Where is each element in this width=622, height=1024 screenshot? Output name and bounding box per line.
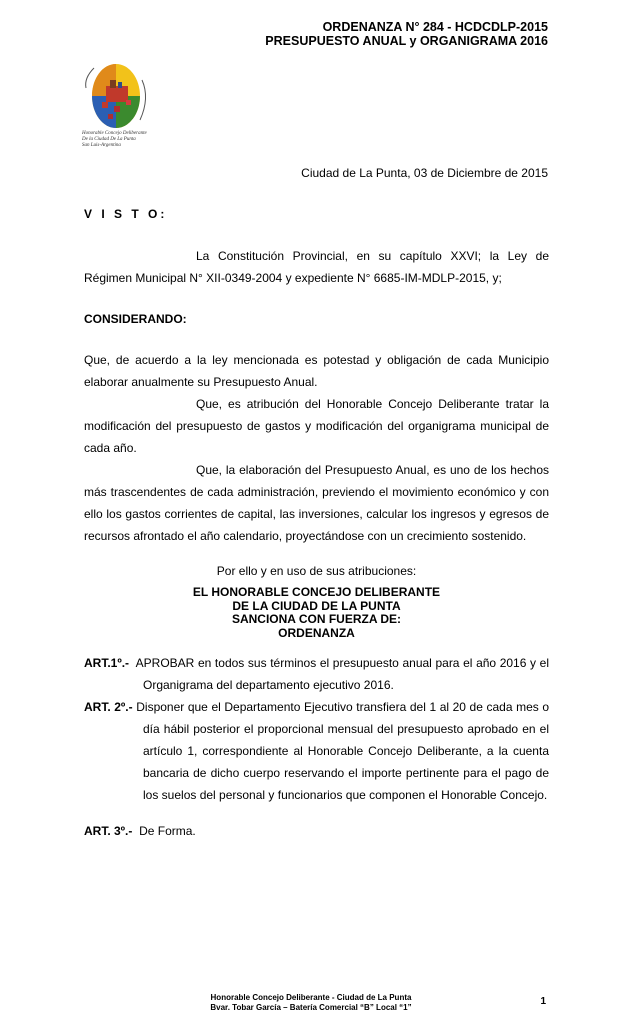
considerando-paragraph-3: Que, la elaboración del Presupuesto Anual, es uno de los hechos más trascendentes de cada administración, previendo el movimiento económico y con ello los gastos corrientes de capital, las inversiones, calcular los ingresos y egresos de recursos afrontado el año calendario, proyectándose con un crecimiento sostenido. xyxy=(84,463,549,543)
logo-caption: Honorable Concejo Deliberante De la Ciudad De La Punta San Luis-Argentina xyxy=(82,131,147,148)
article-text: APROBAR en todos sus términos el presupuesto anual para el año 2016 y el Organigrama del departamento ejecutivo 2016. xyxy=(135,656,549,692)
document-footer: Honorable Concejo Deliberante - Ciudad de La Punta Bvar. Tobar García – Batería Comercial “B” Local “1” xyxy=(210,993,412,1012)
article-3 xyxy=(84,820,549,842)
visto-text: La Constitución Provincial, en su capítulo XXVI; la Ley de Régimen Municipal N° XII-0349-2004 y expediente N° 6685-IM-MDLP-2015, y; xyxy=(84,249,549,285)
considerando-paragraph-4: Por ello y en uso de sus atribuciones: xyxy=(216,564,417,578)
ordinance-number: ORDENANZA N° 284 - HCDCDLP-2015 xyxy=(322,20,548,34)
article-2 xyxy=(84,696,549,806)
article-label: ART.1º.- xyxy=(84,656,130,670)
considerando-paragraph-2: Que, es atribución del Honorable Concejo Deliberante tratar la modificación del presupuesto de gastos y modificación del organigrama municipal de cada año. xyxy=(84,397,549,455)
ordinance-subject: PRESUPUESTO ANUAL y ORGANIGRAMA 2016 xyxy=(265,34,548,48)
document-date: Ciudad de La Punta, 03 de Diciembre de 2015 xyxy=(301,166,548,180)
considerando-paragraph-1: Que, de acuerdo a la ley mencionada es potestad y obligación de cada Municipio elaborar anualmente su Presupuesto Anual. xyxy=(84,353,549,389)
resolution-block: EL HONORABLE CONCEJO DELIBERANTE DE LA CIUDAD DE LA PUNTA SANCIONA CON FUERZA DE: ORDENANZA xyxy=(192,585,441,640)
article-label: ART. 3º.- xyxy=(84,824,133,838)
article-1 xyxy=(84,652,549,696)
article-text: Disponer que el Departamento Ejecutivo transfiera del 1 al 20 de cada mes o día hábil posterior el proporcional mensual del presupuesto aprobado en el artículo 1, correspondiente al Honorable Concejo Deliberante, a la cuenta bancaria de dicho cuerpo reservando el importe pertinente para el pago de los suelos del personal y funcionarios que componen el Honorable Concejo. xyxy=(136,700,550,802)
visto-heading: V I S T O: xyxy=(84,207,168,221)
article-label: ART. 2º.- xyxy=(84,700,133,714)
considerando-heading: CONSIDERANDO: xyxy=(84,312,187,326)
article-text: De Forma. xyxy=(139,824,196,838)
page-number: 1 xyxy=(540,996,546,1007)
document-header xyxy=(265,20,548,48)
